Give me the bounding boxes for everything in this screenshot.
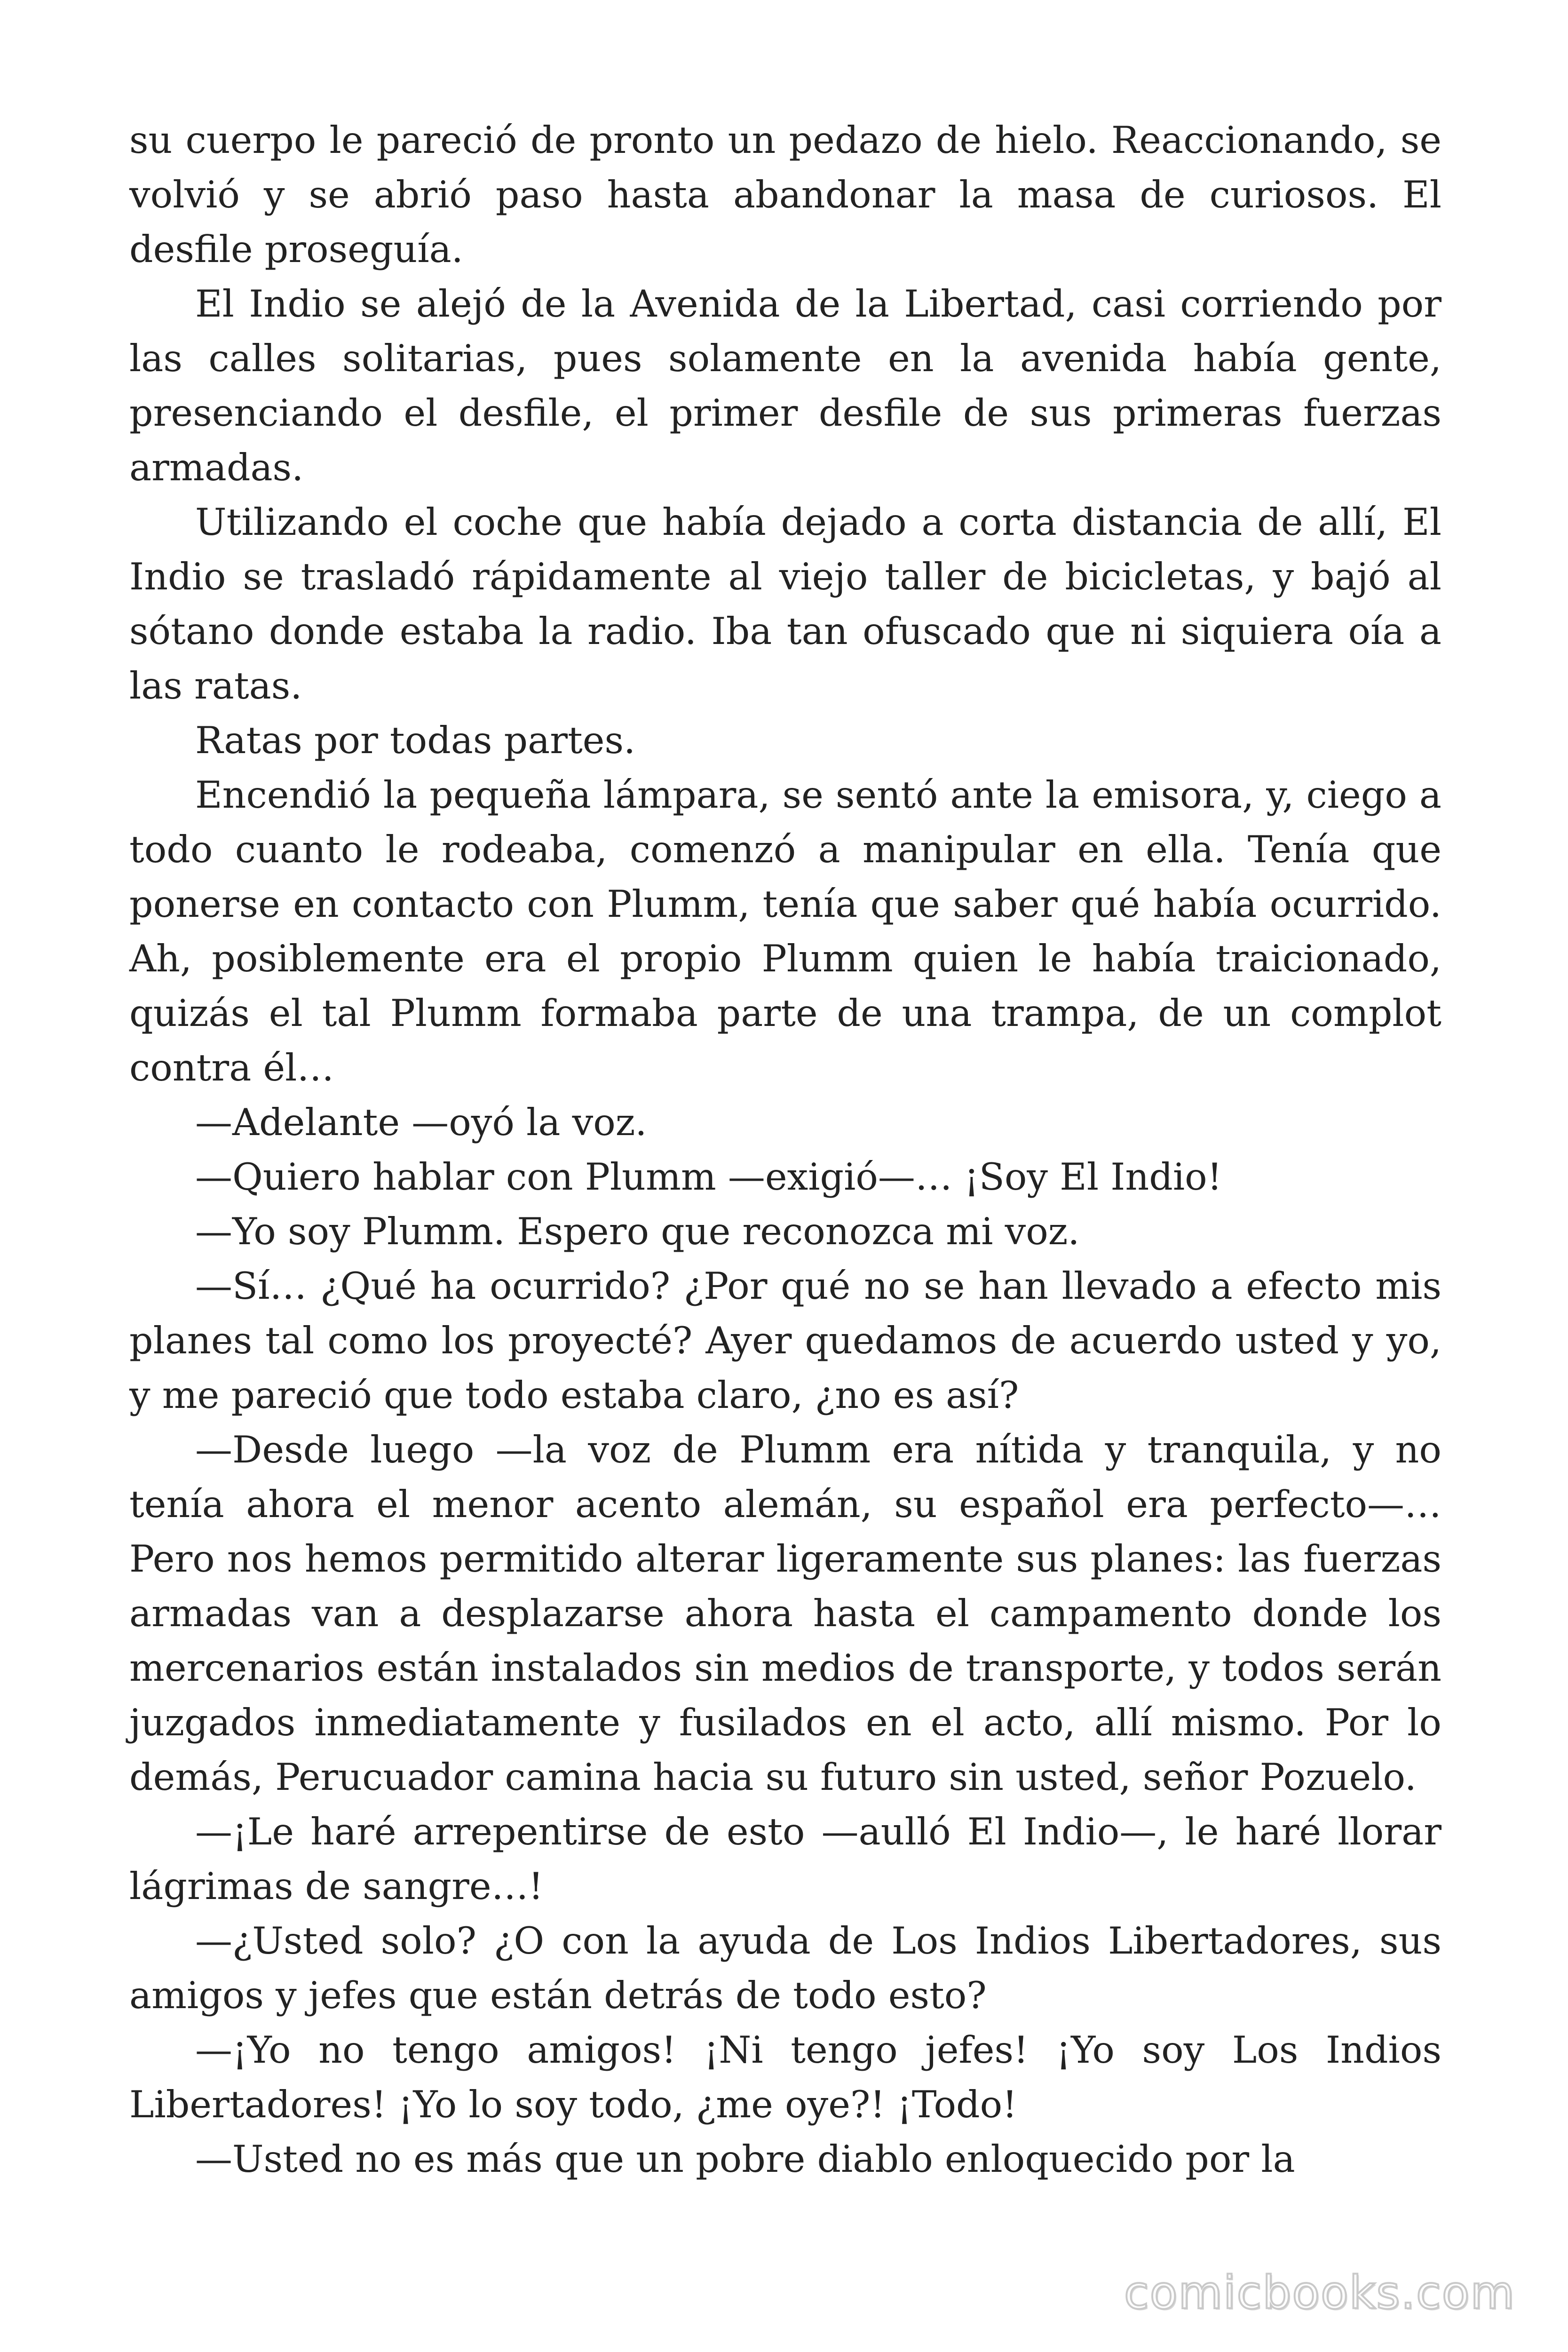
paragraph-6: —Adelante —oyó la voz. <box>195 1101 647 1144</box>
page-body <box>129 113 1441 2186</box>
paragraph-12: —¿Usted solo? ¿O con la ayuda de Los Indios Libertadores, sus amigos y jefes que están detrás de todo esto? <box>129 1919 1441 2017</box>
paragraph-13: —¡Yo no tengo amigos! ¡Ni tengo jefes! ¡Yo soy Los Indios Libertadores! ¡Yo lo soy todo, ¿me oye?! ¡Todo! <box>129 2028 1441 2126</box>
paragraph-14: —Usted no es más que un pobre diablo enloquecido por la <box>195 2137 1295 2181</box>
paragraph-3: Utilizando el coche que había dejado a corta distancia de allí, El Indio se trasladó rápidamente al viejo taller de bicicletas, y bajó al sótano donde estaba la radio. Iba tan ofuscado que ni siquiera oía a las ratas. <box>129 501 1441 707</box>
paragraph-5: Encendió la pequeña lámpara, se sentó ante la emisora, y, ciego a todo cuanto le rodeaba, comenzó a manipular en ella. Tenía que ponerse en contacto con Plumm, tenía que saber qué había ocurrido. Ah, posiblemente era el propio Plumm quien le había traicionado, quizás el tal Plumm formaba parte de una trampa, de un complot contra él… <box>129 773 1441 1089</box>
paragraph-1: su cuerpo le pareció de pronto un pedazo de hielo. Reaccionando, se volvió y se abrió paso hasta abandonar la masa de curiosos. El desfile proseguía. <box>129 119 1441 271</box>
paragraph-9: —Sí… ¿Qué ha ocurrido? ¿Por qué no se han llevado a efecto mis planes tal como los proyecté? Ayer quedamos de acuerdo usted y yo, y me pareció que todo estaba claro, ¿no es así? <box>129 1264 1441 1417</box>
paragraph-7: —Quiero hablar con Plumm —exigió—… ¡Soy El Indio! <box>195 1155 1222 1199</box>
paragraph-11: —¡Le haré arrepentirse de esto —aulló El Indio—, le haré llorar lágrimas de sangre…! <box>129 1810 1441 1908</box>
paragraph-4: Ratas por todas partes. <box>195 719 636 762</box>
paragraph-10: —Desde luego —la voz de Plumm era nítida y tranquila, y no tenía ahora el menor acento alemán, su español era perfecto—… Pero nos hemos permitido alterar ligeramente sus planes: las fuerzas armadas van a desplazarse ahora hasta el campamento donde los mercenarios están instalados sin medios de transporte, y todos serán juzgados inmediatamente y fusilados en el acto, allí mismo. Por lo demás, Perucuador camina hacia su futuro sin usted, señor Pozuelo. <box>129 1428 1441 1799</box>
paragraph-8: —Yo soy Plumm. Espero que reconozca mi voz. <box>195 1210 1080 1253</box>
paragraph-2: El Indio se alejó de la Avenida de la Libertad, casi corriendo por las calles solitarias, pues solamente en la avenida había gente, presenciando el desfile, el primer desfile de sus primeras fuerzas armadas. <box>129 282 1441 489</box>
watermark: comicbooks.com <box>1124 2266 1515 2319</box>
